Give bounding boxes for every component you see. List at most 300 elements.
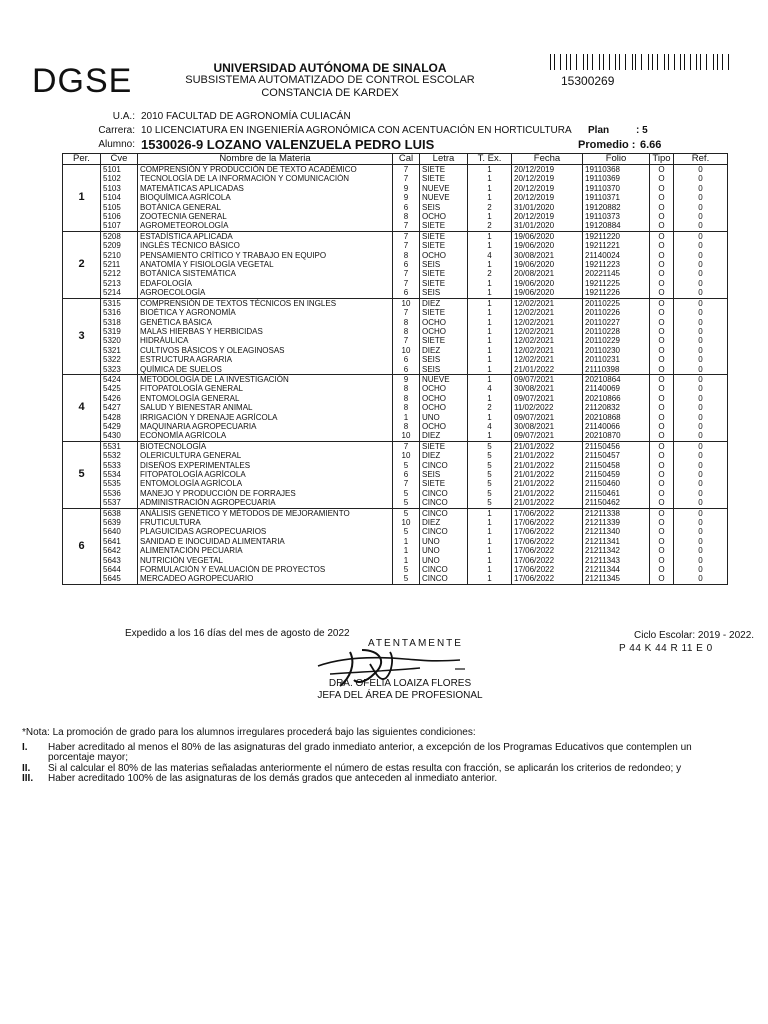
barcode-bar xyxy=(720,54,721,70)
cal-cell: 7 xyxy=(393,441,420,451)
folio-cell: 21150459 xyxy=(583,470,650,479)
ref-cell: 0 xyxy=(674,288,728,298)
materia-cell: ESTRUCTURA AGRARIA xyxy=(138,355,393,364)
cal-cell: 5 xyxy=(393,489,420,498)
materia-cell: NUTRICIÓN VEGETAL xyxy=(138,556,393,565)
letra-cell: SIETE xyxy=(420,221,468,231)
fecha-cell: 17/06/2022 xyxy=(512,508,583,518)
fecha-cell: 17/06/2022 xyxy=(512,556,583,565)
barcode-bar xyxy=(625,54,626,70)
cal-cell: 7 xyxy=(393,336,420,345)
fecha-cell: 17/06/2022 xyxy=(512,574,583,584)
materia-cell: SANIDAD E INOCUIDAD ALIMENTARIA xyxy=(138,537,393,546)
materia-cell: ECONOMÍA AGRÍCOLA xyxy=(138,431,393,441)
cal-cell: 7 xyxy=(393,231,420,241)
barcode-bar xyxy=(706,54,707,70)
cal-cell: 7 xyxy=(393,279,420,288)
table-row xyxy=(63,537,728,546)
col-tipo: Tipo xyxy=(650,154,674,165)
cal-cell: 1 xyxy=(393,546,420,555)
table-row xyxy=(63,165,728,175)
cve-cell: 5639 xyxy=(101,518,138,527)
tex-cell: 1 xyxy=(468,288,512,298)
barcode-bar xyxy=(657,54,658,70)
alumno-label: Alumno: xyxy=(98,139,135,150)
letra-cell: OCHO xyxy=(420,251,468,260)
cal-cell: 8 xyxy=(393,251,420,260)
tex-cell: 1 xyxy=(468,518,512,527)
tipo-cell: O xyxy=(650,479,674,488)
letra-cell: OCHO xyxy=(420,327,468,336)
cve-cell: 5321 xyxy=(101,346,138,355)
ref-cell: 0 xyxy=(674,221,728,231)
folio-cell: 21211345 xyxy=(583,574,650,584)
cve-cell: 5428 xyxy=(101,413,138,422)
folio-cell: 21211341 xyxy=(583,537,650,546)
cve-cell: 5107 xyxy=(101,221,138,231)
signer-block xyxy=(300,678,500,702)
table-row xyxy=(63,508,728,518)
fecha-cell: 12/02/2021 xyxy=(512,308,583,317)
materia-cell: FITOPATOLOGÍA AGRÍCOLA xyxy=(138,470,393,479)
fecha-cell: 17/06/2022 xyxy=(512,546,583,555)
cal-cell: 7 xyxy=(393,165,420,175)
fecha-cell: 17/06/2022 xyxy=(512,565,583,574)
cve-cell: 5638 xyxy=(101,508,138,518)
table-header-row xyxy=(63,154,728,165)
cal-cell: 5 xyxy=(393,498,420,508)
table-row xyxy=(63,441,728,451)
tex-cell: 5 xyxy=(468,461,512,470)
cve-cell: 5101 xyxy=(101,165,138,175)
table-row xyxy=(63,498,728,508)
tex-cell: 4 xyxy=(468,422,512,431)
barcode-bar xyxy=(619,54,620,70)
barcode-bar xyxy=(574,54,575,70)
col-ref: Ref. xyxy=(674,154,728,165)
folio-cell: 19120882 xyxy=(583,203,650,212)
tipo-cell: O xyxy=(650,537,674,546)
tex-cell: 2 xyxy=(468,403,512,412)
table-row xyxy=(63,489,728,498)
cal-cell: 1 xyxy=(393,556,420,565)
tex-cell: 1 xyxy=(468,165,512,175)
cal-cell: 6 xyxy=(393,365,420,375)
folio-cell: 20110230 xyxy=(583,346,650,355)
period-cell: 3 xyxy=(63,298,101,374)
barcode-bar xyxy=(603,54,604,70)
letra-cell: NUEVE xyxy=(420,184,468,193)
barcode-bar xyxy=(628,54,629,70)
letra-cell: SIETE xyxy=(420,241,468,250)
barcode-bar xyxy=(696,54,697,70)
folio-cell: 19110369 xyxy=(583,174,650,183)
cal-cell: 10 xyxy=(393,431,420,441)
folio-cell: 19110370 xyxy=(583,184,650,193)
cve-cell: 5320 xyxy=(101,336,138,345)
folio-cell: 20110227 xyxy=(583,318,650,327)
ref-cell: 0 xyxy=(674,279,728,288)
materia-cell: MALAS HIERBAS Y HERBICIDAS xyxy=(138,327,393,336)
tex-cell: 2 xyxy=(468,269,512,278)
ref-cell: 0 xyxy=(674,308,728,317)
tex-cell: 5 xyxy=(468,479,512,488)
materia-cell: BIOTECNOLOGÍA xyxy=(138,441,393,451)
cve-cell: 5210 xyxy=(101,251,138,260)
tipo-cell: O xyxy=(650,165,674,175)
tex-cell: 2 xyxy=(468,221,512,231)
materia-cell: MATEMÁTICAS APLICADAS xyxy=(138,184,393,193)
materia-cell: MANEJO Y PRODUCCIÓN DE FORRAJES xyxy=(138,489,393,498)
condition-number: II. xyxy=(22,763,31,774)
materia-cell: ALIMENTACIÓN PECUARIA xyxy=(138,546,393,555)
barcode-bar xyxy=(728,54,729,70)
folio-cell: 21211342 xyxy=(583,546,650,555)
fecha-cell: 21/01/2022 xyxy=(512,461,583,470)
kardex-table xyxy=(62,153,728,585)
letra-cell: CINCO xyxy=(420,461,468,470)
tipo-cell: O xyxy=(650,212,674,221)
table-row xyxy=(63,413,728,422)
tex-cell: 1 xyxy=(468,193,512,202)
ref-cell: 0 xyxy=(674,251,728,260)
folio-cell: 21140024 xyxy=(583,251,650,260)
materia-cell: COMPRENSIÓN Y PRODUCCIÓN DE TEXTO ACADÉMICO xyxy=(138,165,393,175)
fecha-cell: 20/08/2021 xyxy=(512,269,583,278)
fecha-cell: 12/02/2021 xyxy=(512,336,583,345)
letra-cell: SEIS xyxy=(420,365,468,375)
tipo-cell: O xyxy=(650,413,674,422)
materia-cell: EDAFOLOGÍA xyxy=(138,279,393,288)
cal-cell: 6 xyxy=(393,203,420,212)
materia-cell: DISEÑOS EXPERIMENTALES xyxy=(138,461,393,470)
cal-cell: 10 xyxy=(393,451,420,460)
ref-cell: 0 xyxy=(674,318,728,327)
col-cal: Cal xyxy=(393,154,420,165)
tex-cell: 1 xyxy=(468,537,512,546)
materia-cell: AGROMETEOROLOGÍA xyxy=(138,221,393,231)
table-row xyxy=(63,527,728,536)
tipo-cell: O xyxy=(650,269,674,278)
materia-cell: FORMULACIÓN Y EVALUACIÓN DE PROYECTOS xyxy=(138,565,393,574)
table-row xyxy=(63,422,728,431)
folio-cell: 20110226 xyxy=(583,308,650,317)
ref-cell: 0 xyxy=(674,174,728,183)
folio-cell: 21150461 xyxy=(583,489,650,498)
barcode-bar xyxy=(550,54,551,70)
cal-cell: 8 xyxy=(393,394,420,403)
ref-cell: 0 xyxy=(674,403,728,412)
tex-cell: 1 xyxy=(468,556,512,565)
materia-cell: ANÁLISIS GENÉTICO Y MÉTODOS DE MEJORAMIENTO xyxy=(138,508,393,518)
table-row xyxy=(63,212,728,221)
fecha-cell: 21/01/2022 xyxy=(512,479,583,488)
folio-cell: 21211339 xyxy=(583,518,650,527)
fecha-cell: 19/06/2020 xyxy=(512,231,583,241)
letra-cell: NUEVE xyxy=(420,193,468,202)
cal-cell: 9 xyxy=(393,374,420,384)
letra-cell: SIETE xyxy=(420,441,468,451)
letra-cell: DIEZ xyxy=(420,346,468,355)
table-row xyxy=(63,288,728,298)
table-row xyxy=(63,355,728,364)
cve-cell: 5208 xyxy=(101,231,138,241)
tipo-cell: O xyxy=(650,441,674,451)
cal-cell: 7 xyxy=(393,221,420,231)
ref-cell: 0 xyxy=(674,508,728,518)
period-cell: 2 xyxy=(63,231,101,298)
cve-cell: 5534 xyxy=(101,470,138,479)
tex-cell: 1 xyxy=(468,574,512,584)
ref-cell: 0 xyxy=(674,184,728,193)
fecha-cell: 19/06/2020 xyxy=(512,260,583,269)
tex-cell: 1 xyxy=(468,336,512,345)
cal-cell: 7 xyxy=(393,308,420,317)
materia-cell: BIOÉTICA Y AGRONOMÍA xyxy=(138,308,393,317)
table-row xyxy=(63,451,728,460)
ref-cell: 0 xyxy=(674,489,728,498)
cal-cell: 6 xyxy=(393,288,420,298)
folio-cell: 20210870 xyxy=(583,431,650,441)
folio-cell: 21110398 xyxy=(583,365,650,375)
tipo-cell: O xyxy=(650,461,674,470)
letra-cell: OCHO xyxy=(420,394,468,403)
document-title: CONSTANCIA DE KARDEX xyxy=(261,87,399,99)
tipo-cell: O xyxy=(650,556,674,565)
fecha-cell: 12/02/2021 xyxy=(512,327,583,336)
letra-cell: SIETE xyxy=(420,308,468,317)
ref-cell: 0 xyxy=(674,355,728,364)
cve-cell: 5533 xyxy=(101,461,138,470)
university-name: UNIVERSIDAD AUTÓNOMA DE SINALOA xyxy=(213,61,447,75)
cal-cell: 8 xyxy=(393,327,420,336)
table-row xyxy=(63,221,728,231)
table-row xyxy=(63,574,728,584)
materia-cell: CULTIVOS BÁSICOS Y OLEAGINOSAS xyxy=(138,346,393,355)
materia-cell: PLAGUICIDAS AGROPECUARIOS xyxy=(138,527,393,536)
col-tex: T. Ex. xyxy=(468,154,512,165)
tipo-cell: O xyxy=(650,565,674,574)
col-letra: Letra xyxy=(420,154,468,165)
materia-cell: FITOPATOLOGÍA GENERAL xyxy=(138,384,393,393)
table-row xyxy=(63,298,728,308)
fecha-cell: 09/07/2021 xyxy=(512,413,583,422)
letra-cell: SIETE xyxy=(420,279,468,288)
table-row xyxy=(63,556,728,565)
ref-cell: 0 xyxy=(674,527,728,536)
cve-cell: 5212 xyxy=(101,269,138,278)
condition-number: I. xyxy=(22,742,28,753)
table-row xyxy=(63,241,728,250)
letra-cell: CINCO xyxy=(420,574,468,584)
ref-cell: 0 xyxy=(674,212,728,221)
table-row xyxy=(63,546,728,555)
folio-cell: 21211338 xyxy=(583,508,650,518)
barcode-bar xyxy=(587,54,588,70)
ref-cell: 0 xyxy=(674,574,728,584)
letra-cell: OCHO xyxy=(420,422,468,431)
fecha-cell: 19/06/2020 xyxy=(512,279,583,288)
table-row xyxy=(63,403,728,412)
materia-cell: BOTÁNICA SISTEMÁTICA xyxy=(138,269,393,278)
condition-text: Haber acreditado 100% de las asignaturas de los demás grados que anteceden al inmediato anterior. xyxy=(48,773,498,784)
folio-cell: 21140066 xyxy=(583,422,650,431)
cve-cell: 5641 xyxy=(101,537,138,546)
fecha-cell: 19/06/2020 xyxy=(512,241,583,250)
tipo-cell: O xyxy=(650,518,674,527)
cal-cell: 7 xyxy=(393,241,420,250)
barcode-bar xyxy=(688,54,689,70)
tipo-cell: O xyxy=(650,374,674,384)
barcode-bar xyxy=(672,54,673,70)
ciclo-escolar: Ciclo Escolar: 2019 - 2022. xyxy=(634,630,755,641)
tex-cell: 1 xyxy=(468,308,512,317)
ref-cell: 0 xyxy=(674,365,728,375)
fecha-cell: 21/01/2022 xyxy=(512,451,583,460)
materia-cell: TECNOLOGÍA DE LA INFORMACIÓN Y COMUNICACIÓN xyxy=(138,174,393,183)
table-row xyxy=(63,365,728,375)
tex-cell: 1 xyxy=(468,413,512,422)
letra-cell: SIETE xyxy=(420,479,468,488)
table-row xyxy=(63,203,728,212)
tex-cell: 1 xyxy=(468,527,512,536)
folio-cell: 21150458 xyxy=(583,461,650,470)
condition-item xyxy=(22,743,737,763)
cal-cell: 9 xyxy=(393,184,420,193)
folio-cell: 19211225 xyxy=(583,279,650,288)
barcode-bar xyxy=(714,54,715,70)
letra-cell: SEIS xyxy=(420,355,468,364)
ua-label: U.A.: xyxy=(112,111,135,122)
period-cell: 1 xyxy=(63,165,101,232)
expedido-text: Expedido a los 16 días del mes de agosto de 2022 xyxy=(125,628,350,639)
materia-cell: OLERICULTURA GENERAL xyxy=(138,451,393,460)
materia-cell: MERCADEO AGROPECUARIO xyxy=(138,574,393,584)
fecha-cell: 12/02/2021 xyxy=(512,298,583,308)
cve-cell: 5425 xyxy=(101,384,138,393)
fecha-cell: 09/07/2021 xyxy=(512,394,583,403)
promedio-label: Promedio : xyxy=(578,139,636,151)
cve-cell: 5315 xyxy=(101,298,138,308)
barcode-bar xyxy=(579,54,580,70)
carrera-label: Carrera: xyxy=(98,125,135,136)
tex-cell: 1 xyxy=(468,565,512,574)
tipo-cell: O xyxy=(650,394,674,403)
folio-cell: 20210866 xyxy=(583,394,650,403)
tipo-cell: O xyxy=(650,231,674,241)
cal-cell: 7 xyxy=(393,174,420,183)
cal-cell: 9 xyxy=(393,193,420,202)
note-intro: *Nota: La promoción de grado para los alumnos irregulares procederá bajo las siguientes condiciones: xyxy=(22,727,476,738)
folio-cell: 20210864 xyxy=(583,374,650,384)
tex-cell: 4 xyxy=(468,384,512,393)
fecha-cell: 21/01/2022 xyxy=(512,470,583,479)
ref-cell: 0 xyxy=(674,165,728,175)
fecha-cell: 20/12/2019 xyxy=(512,184,583,193)
ref-cell: 0 xyxy=(674,374,728,384)
cal-cell: 7 xyxy=(393,269,420,278)
tex-cell: 1 xyxy=(468,374,512,384)
cve-cell: 5645 xyxy=(101,574,138,584)
signer-title: JEFA DEL ÁREA DE PROFESIONAL xyxy=(317,690,483,701)
tipo-cell: O xyxy=(650,574,674,584)
cve-cell: 5424 xyxy=(101,374,138,384)
ref-cell: 0 xyxy=(674,260,728,269)
tex-cell: 1 xyxy=(468,355,512,364)
tex-cell: 1 xyxy=(468,184,512,193)
ref-cell: 0 xyxy=(674,269,728,278)
col-nombre: Nombre de la Materia xyxy=(138,154,393,165)
fecha-cell: 31/01/2020 xyxy=(512,221,583,231)
tipo-cell: O xyxy=(650,336,674,345)
ref-cell: 0 xyxy=(674,413,728,422)
fecha-cell: 21/01/2022 xyxy=(512,365,583,375)
tipo-cell: O xyxy=(650,422,674,431)
cve-cell: 5209 xyxy=(101,241,138,250)
folio-cell: 19110368 xyxy=(583,165,650,175)
letra-cell: DIEZ xyxy=(420,518,468,527)
cve-cell: 5103 xyxy=(101,184,138,193)
ref-cell: 0 xyxy=(674,193,728,202)
table-row xyxy=(63,308,728,317)
folio-cell: 20110231 xyxy=(583,355,650,364)
materia-cell: MAQUINARIA AGROPECUARIA xyxy=(138,422,393,431)
tipo-cell: O xyxy=(650,365,674,375)
tex-cell: 1 xyxy=(468,431,512,441)
ref-cell: 0 xyxy=(674,422,728,431)
ref-cell: 0 xyxy=(674,546,728,555)
letra-cell: UNO xyxy=(420,537,468,546)
materia-cell: BIOQUÍMICA AGRÍCOLA xyxy=(138,193,393,202)
tipo-cell: O xyxy=(650,298,674,308)
letra-cell: SEIS xyxy=(420,288,468,298)
letra-cell: CINCO xyxy=(420,527,468,536)
letra-cell: SIETE xyxy=(420,231,468,241)
tex-cell: 1 xyxy=(468,212,512,221)
barcode-number: 15300269 xyxy=(561,74,615,88)
tex-cell: 1 xyxy=(468,508,512,518)
tex-cell: 5 xyxy=(468,441,512,451)
cal-cell: 5 xyxy=(393,527,420,536)
cve-cell: 5316 xyxy=(101,308,138,317)
tipo-cell: O xyxy=(650,384,674,393)
cal-cell: 7 xyxy=(393,479,420,488)
ref-cell: 0 xyxy=(674,518,728,527)
table-row xyxy=(63,174,728,183)
letra-cell: UNO xyxy=(420,556,468,565)
cal-cell: 8 xyxy=(393,212,420,221)
barcode-bar xyxy=(611,54,612,70)
folio-cell: 21120832 xyxy=(583,403,650,412)
col-folio: Folio xyxy=(583,154,650,165)
cal-cell: 8 xyxy=(393,422,420,431)
cve-cell: 5536 xyxy=(101,489,138,498)
cal-cell: 5 xyxy=(393,508,420,518)
materia-cell: AGROECOLOGÍA xyxy=(138,288,393,298)
letra-cell: SIETE xyxy=(420,269,468,278)
fecha-cell: 19/06/2020 xyxy=(512,288,583,298)
table-row xyxy=(63,336,728,345)
ref-cell: 0 xyxy=(674,298,728,308)
materia-cell: QUÍMICA DE SUELOS xyxy=(138,365,393,375)
tipo-cell: O xyxy=(650,241,674,250)
table-row xyxy=(63,269,728,278)
tex-cell: 5 xyxy=(468,451,512,460)
cve-cell: 5214 xyxy=(101,288,138,298)
cve-cell: 5537 xyxy=(101,498,138,508)
tipo-cell: O xyxy=(650,318,674,327)
folio-cell: 21150456 xyxy=(583,441,650,451)
